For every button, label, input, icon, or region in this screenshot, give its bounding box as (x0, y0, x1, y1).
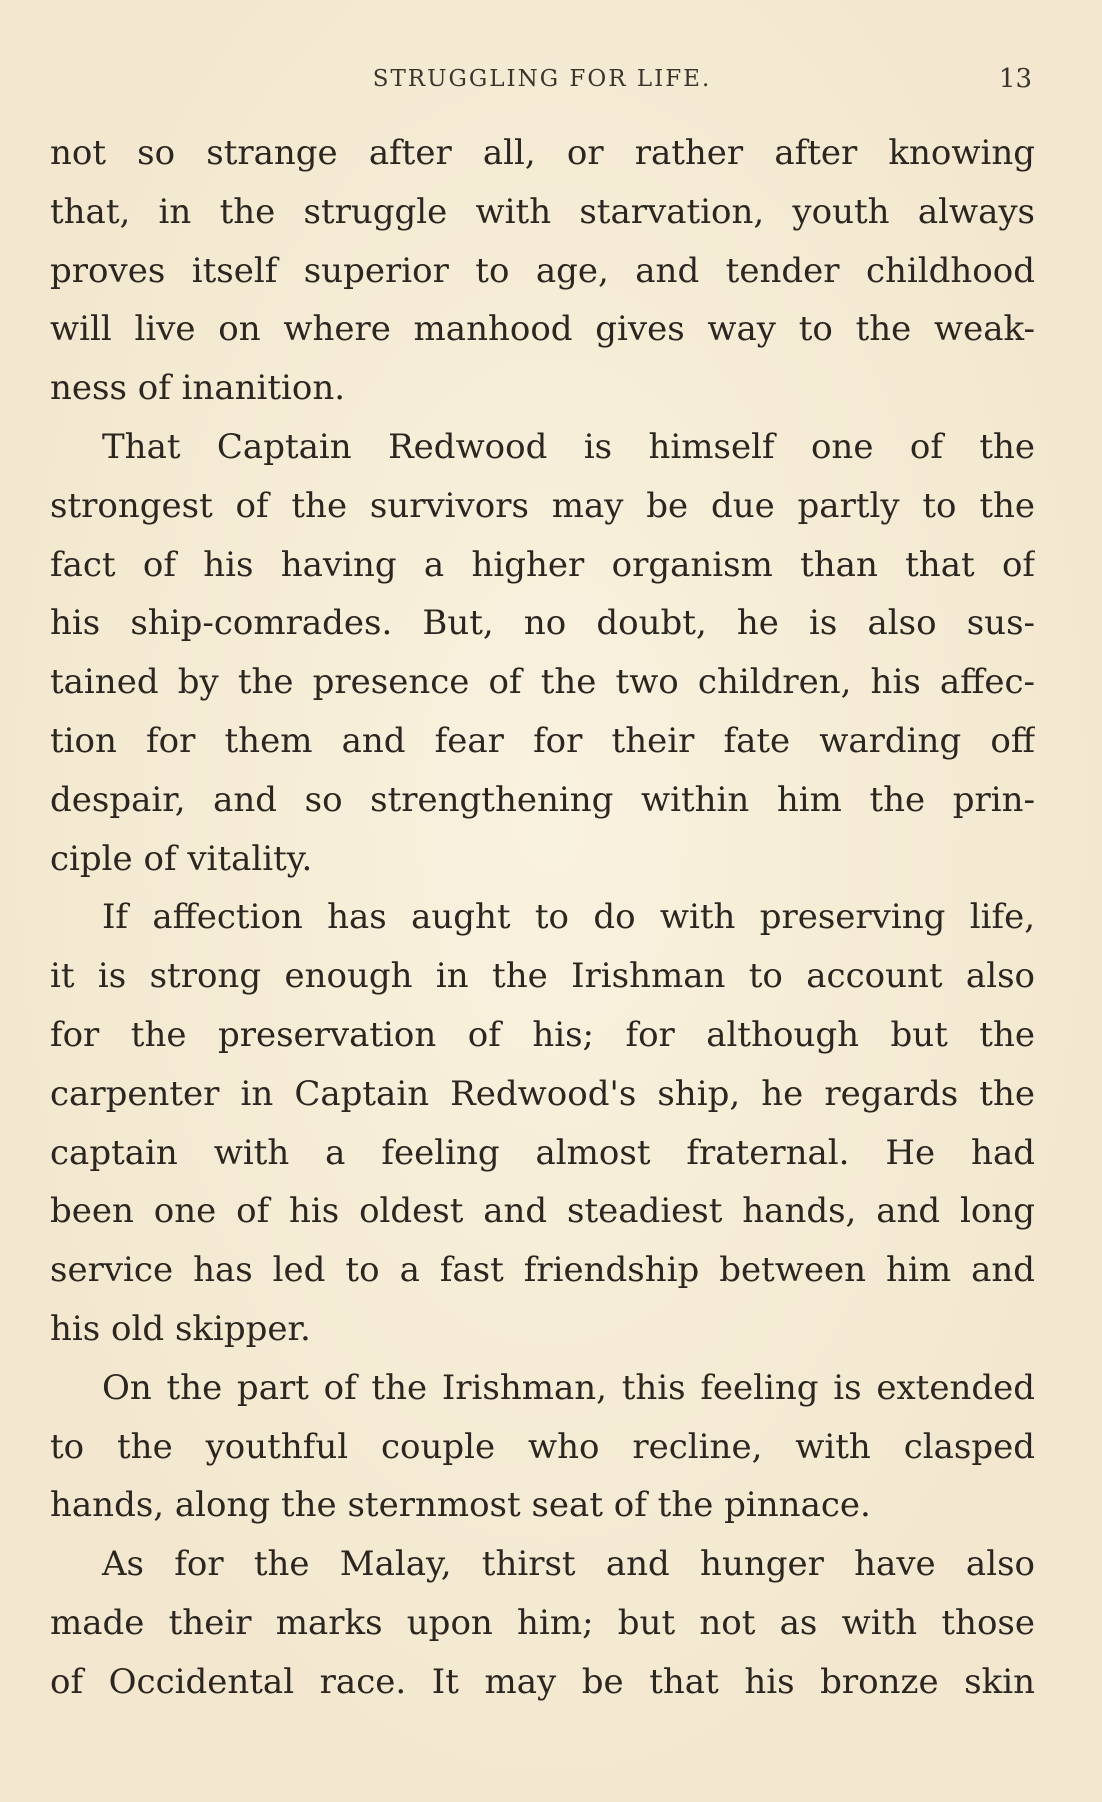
text-line: it is strong enough in the Irishman to account also (50, 956, 1035, 997)
text-line: If affection has aught to do with preserving life, (102, 897, 1035, 938)
text-line: to the youthful couple who recline, with clasped (50, 1426, 1035, 1467)
body-text (50, 124, 1035, 1712)
text-line: That Captain Redwood is himself one of the (102, 426, 1035, 467)
text-line: service has led to a fast friendship between him and (50, 1250, 1035, 1291)
text-line: fact of his having a higher organism than that of (50, 544, 1035, 585)
text-line: will live on where manhood gives way to the weak- (50, 309, 1035, 350)
text-line: made their marks upon him; but not as with those (50, 1602, 1035, 1643)
text-line: his ship-comrades. But, no doubt, he is also sus- (50, 603, 1035, 644)
text-line: tained by the presence of the two children, his affec- (50, 662, 1035, 703)
text-line: captain with a feeling almost fraternal. He had (50, 1132, 1035, 1173)
page-number: 13 (998, 64, 1032, 94)
text-line: proves itself superior to age, and tender childhood (50, 250, 1035, 291)
text-line: As for the Malay, thirst and hunger have also (102, 1544, 1035, 1585)
text-line: not so strange after all, or rather after knowing (50, 133, 1035, 173)
text-line: for the preservation of his; for although but the (50, 1014, 1035, 1055)
text-line: been one of his oldest and steadiest hands, and long (50, 1191, 1035, 1232)
text-line: tion for them and fear for their fate warding off (50, 720, 1035, 761)
text-line: carpenter in Captain Redwood's ship, he regards the (50, 1073, 1035, 1114)
text-line: hands, along the sternmost seat of the pinnace. (50, 1485, 871, 1526)
text-line: of Occidental race. It may be that his bronze skin (50, 1661, 1035, 1702)
text-line: ness of inanition. (50, 368, 346, 409)
text-line: On the part of the Irishman, this feeling is extended (102, 1367, 1035, 1408)
text-line: ciple of vitality. (50, 838, 313, 879)
text-line: despair, and so strengthening within him the prin- (50, 779, 1035, 820)
text-line: strongest of the survivors may be due partly to the (50, 485, 1035, 526)
running-head (52, 62, 1032, 102)
text-line: his old skipper. (50, 1308, 311, 1349)
running-title: STRUGGLING FOR LIFE. (372, 66, 712, 92)
text-line: that, in the struggle with starvation, youth always (50, 191, 1035, 232)
